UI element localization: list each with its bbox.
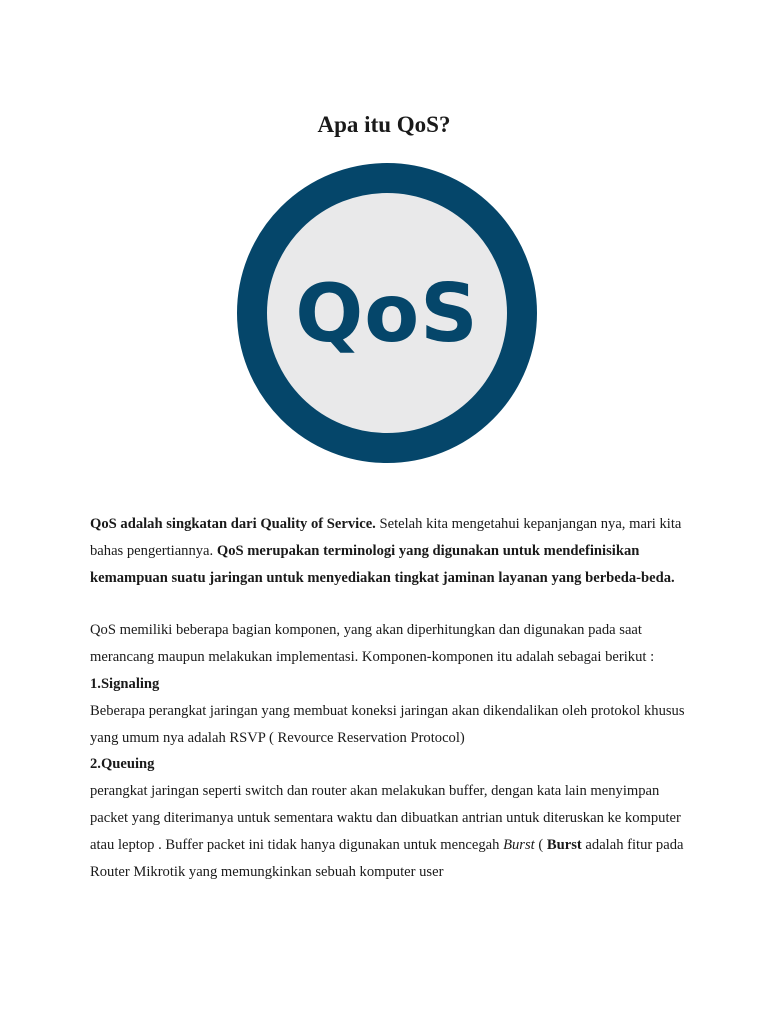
section-text-queuing	[90, 778, 690, 885]
paragraph-gap	[90, 591, 690, 617]
burst-italic: Burst	[503, 836, 535, 853]
intro-bold-2: QoS merupakan terminologi yang digunakan untuk mendefinisikan kemampuan suatu jaringan untuk menyediakan tingkat jaminan layanan yang berbeda-beda.	[90, 542, 675, 586]
intro-bold-1: QoS adalah singkatan dari Quality of Service.	[90, 516, 376, 532]
logo-text: QoS	[295, 267, 479, 360]
section-text-signaling: Beberapa perangkat jaringan yang membuat koneksi jaringan akan dikendalikan oleh protokol khusus yang umum nya adalah RSVP ( Revource Reservation Protocol)	[90, 702, 685, 746]
intro-paragraph	[90, 511, 690, 591]
burst-bold: Burst	[546, 836, 582, 853]
queuing-text: perangkat jaringan seperti switch dan router akan melakukan buffer, dengan kata lain menyimpan packet yang diterimanya untuk sementara waktu dan dibuatkan antrian untuk diteruskan ke komputer atau leptop . Buffer packet ini tidak hanya digunakan untuk mencegah	[90, 783, 681, 853]
qos-logo	[233, 158, 541, 468]
intro-normal-1: Setelah kita mengetahui kepanjangan nya, mari kita bahas pengertiannya.	[90, 516, 682, 559]
paren-open: (	[534, 836, 547, 853]
section-heading-signaling: 1.Signaling	[90, 675, 160, 692]
components-intro: QoS memiliki beberapa bagian komponen, yang akan diperhitungkan dan digunakan pada saat merancang maupun melakukan implementasi. Komponen-komponen itu adalah sebagai berikut :	[90, 622, 655, 666]
article-body	[90, 511, 690, 885]
queuing-text-after: adalah fitur pada Router Mikrotik yang memungkinkan sebuah komputer user	[90, 836, 684, 880]
page-title: Apa itu QoS?	[317, 112, 451, 137]
section-heading-queuing: 2.Queuing	[90, 756, 155, 773]
qos-logo-graphic	[233, 158, 541, 468]
